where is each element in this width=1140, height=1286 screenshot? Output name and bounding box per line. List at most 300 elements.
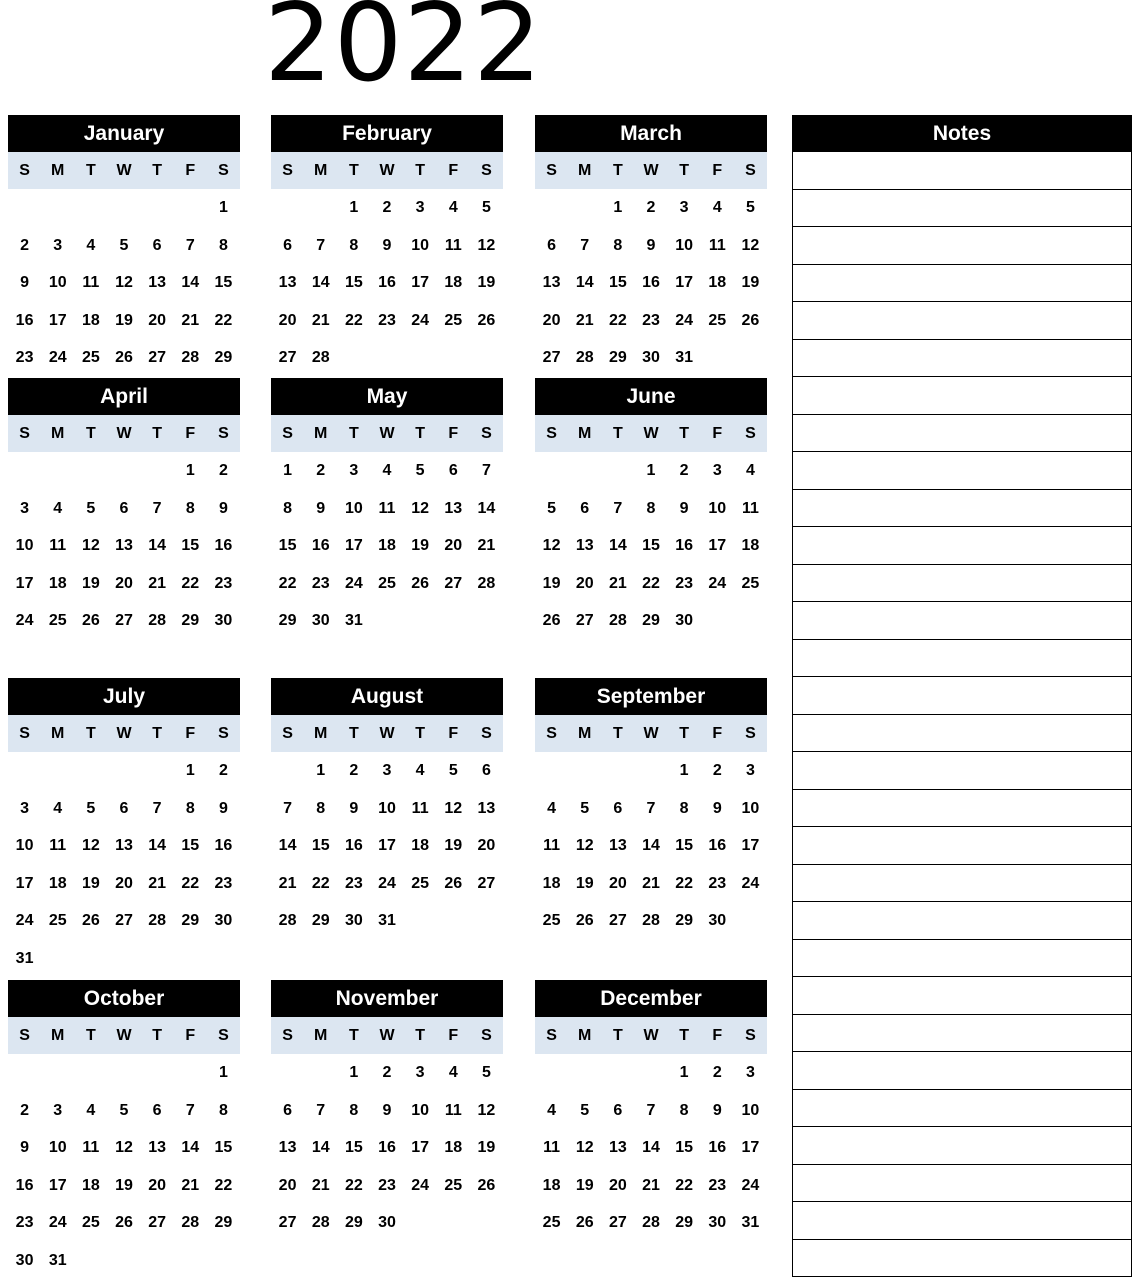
day-cell: 20 [608,1176,627,1194]
day-cell: 22 [181,574,200,592]
day-cell: 24 [344,574,363,592]
day-cell: 29 [214,1214,233,1231]
day-cell: 30 [344,912,363,929]
weekday-row [535,1017,767,1054]
day-cell: 13 [542,274,561,291]
weekday-label: F [185,1027,196,1044]
day-cell: 23 [708,1176,727,1194]
day-cell: 30 [708,912,727,929]
notes-header: Notes [792,115,1132,152]
day-blank [107,752,140,790]
day-cell: 16 [642,274,660,291]
day-cell: 2 [646,199,656,216]
day-cell: 1 [218,199,228,216]
day-cell: 3 [349,462,359,479]
day-cell: 19 [81,574,100,592]
day-cell: 9 [679,499,689,517]
day-cell: 15 [642,537,660,554]
day-cell: 19 [575,1176,594,1194]
weekday-label: W [379,425,395,442]
day-cell: 21 [477,537,496,554]
day-cell: 24 [708,574,727,592]
day-cell: 25 [48,612,67,629]
note-line[interactable] [793,152,1131,189]
day-cell: 17 [741,1139,760,1156]
day-cell: 29 [214,349,233,366]
note-line[interactable] [793,1126,1131,1164]
day-cell: 16 [15,311,34,329]
note-line[interactable] [793,1239,1131,1277]
note-line[interactable] [793,526,1131,564]
day-blank [41,1054,74,1092]
day-cell: 18 [378,537,396,554]
day-cell: 10 [741,799,760,817]
day-cell: 31 [48,1251,67,1269]
weekday-label: W [643,1027,659,1044]
day-cell: 14 [311,1139,330,1156]
month-april [8,378,240,640]
day-cell: 15 [675,1139,694,1156]
day-cell: 4 [745,462,755,479]
note-line[interactable] [793,864,1131,902]
day-cell: 8 [283,499,293,517]
day-cell: 23 [214,874,233,892]
day-cell: 6 [547,236,557,254]
weekday-label: S [546,725,557,742]
day-cell: 20 [477,837,496,854]
day-cell: 11 [82,1139,100,1156]
day-cell: 7 [613,499,623,517]
days-grid [271,752,503,940]
day-cell: 18 [81,311,100,329]
day-blank [601,452,634,490]
day-cell: 17 [411,274,430,291]
day-cell: 27 [115,612,133,629]
day-blank [74,189,107,227]
day-cell: 13 [148,1139,167,1156]
day-cell: 5 [86,799,96,817]
month-october [8,980,240,1279]
day-cell: 14 [181,1139,200,1156]
day-blank [8,189,41,227]
day-cell: 30 [15,1251,34,1269]
day-cell: 16 [344,837,363,854]
weekday-label: T [415,162,426,179]
weekday-label: M [578,162,592,179]
day-cell: 30 [311,612,330,629]
day-cell: 4 [448,1064,458,1081]
weekday-label: W [116,425,132,442]
day-cell: 22 [278,574,297,592]
day-cell: 22 [344,1176,363,1194]
day-cell: 21 [181,1176,200,1194]
day-cell: 21 [575,311,594,329]
note-line[interactable] [793,414,1131,452]
day-cell: 14 [608,537,627,554]
days-grid [8,452,240,640]
day-blank [535,452,568,490]
day-cell: 2 [218,462,228,479]
day-cell: 30 [214,612,233,629]
day-cell: 11 [543,837,561,854]
note-line[interactable] [793,601,1131,639]
day-cell: 14 [148,837,167,854]
weekday-label: T [152,162,163,179]
day-cell: 2 [712,762,722,779]
day-cell: 11 [543,1139,561,1156]
day-cell: 10 [741,1101,760,1119]
day-cell: 30 [214,912,233,929]
day-cell: 22 [311,874,330,892]
weekday-label: T [679,725,690,742]
day-blank [271,189,304,227]
day-cell: 8 [679,1101,689,1119]
day-cell: 5 [547,499,557,517]
day-cell: 28 [642,1214,660,1231]
day-cell: 7 [185,236,195,254]
day-cell: 24 [48,349,67,366]
day-cell: 8 [316,799,326,817]
day-cell: 29 [311,912,330,929]
day-cell: 28 [642,912,660,929]
day-cell: 1 [283,462,293,479]
day-cell: 15 [181,837,200,854]
day-cell: 31 [741,1214,760,1231]
weekday-label: S [745,725,756,742]
day-cell: 6 [580,499,590,517]
day-cell: 10 [675,236,694,254]
day-cell: 2 [382,199,392,216]
day-cell: 8 [349,236,359,254]
day-blank [601,752,634,790]
note-line[interactable] [793,976,1131,1014]
note-line[interactable] [793,939,1131,977]
day-cell: 25 [81,349,100,366]
note-line[interactable] [793,1201,1131,1239]
day-cell: 17 [48,1176,67,1194]
month-february [271,115,503,377]
weekday-label: S [481,1027,492,1044]
note-line[interactable] [793,339,1131,377]
day-cell: 5 [580,799,590,817]
day-cell: 12 [115,274,133,291]
day-blank [107,1054,140,1092]
day-cell: 18 [444,1139,463,1156]
day-cell: 10 [708,499,727,517]
day-blank [568,189,601,227]
day-cell: 4 [86,1101,96,1119]
day-cell: 14 [642,837,660,854]
day-cell: 9 [349,799,359,817]
day-blank [141,452,174,490]
day-cell: 18 [708,274,727,291]
weekday-label: F [448,1027,459,1044]
day-cell: 30 [675,612,694,629]
day-cell: 28 [148,912,167,929]
weekday-label: S [19,162,30,179]
days-grid [535,1054,767,1242]
day-cell: 26 [477,1176,496,1194]
note-line[interactable] [793,489,1131,527]
day-cell: 12 [575,1139,594,1156]
day-cell: 31 [15,949,34,967]
weekday-label: T [152,725,163,742]
day-cell: 15 [214,1139,233,1156]
note-line[interactable] [793,639,1131,677]
note-line[interactable] [793,826,1131,864]
note-line[interactable] [793,301,1131,339]
day-cell: 20 [444,537,463,554]
weekday-label: W [379,725,395,742]
day-cell: 1 [679,762,689,779]
day-cell: 12 [741,236,760,254]
day-cell: 5 [119,1101,129,1119]
day-cell: 17 [15,574,34,592]
days-grid [271,1054,503,1242]
weekday-label: F [712,725,723,742]
weekday-label: S [218,162,229,179]
day-cell: 26 [741,311,760,329]
day-cell: 17 [675,274,694,291]
notes-panel [792,115,1132,1277]
day-cell: 21 [148,874,167,892]
day-cell: 8 [646,499,656,517]
weekday-label: F [185,162,196,179]
note-line[interactable] [793,1014,1131,1052]
day-cell: 14 [278,837,297,854]
weekday-label: S [218,425,229,442]
day-blank [601,1054,634,1092]
day-cell: 18 [542,874,561,892]
day-blank [568,752,601,790]
day-cell: 6 [283,236,293,254]
day-cell: 4 [382,462,392,479]
month-june [535,378,767,640]
day-cell: 25 [444,311,463,329]
day-cell: 25 [708,311,727,329]
note-line[interactable] [793,264,1131,302]
day-cell: 31 [344,612,363,629]
month-august [271,678,503,940]
month-march [535,115,767,377]
day-cell: 10 [15,537,34,554]
weekday-label: S [282,425,293,442]
day-cell: 16 [15,1176,34,1194]
weekday-row [535,715,767,752]
day-cell: 6 [152,236,162,254]
day-blank [141,189,174,227]
day-cell: 21 [608,574,627,592]
day-cell: 18 [48,874,67,892]
day-cell: 20 [278,311,297,329]
day-cell: 15 [608,274,627,291]
day-blank [141,752,174,790]
day-cell: 8 [185,799,195,817]
weekday-label: T [415,725,426,742]
day-blank [174,189,207,227]
day-cell: 2 [20,236,30,254]
day-cell: 16 [708,1139,727,1156]
day-cell: 12 [115,1139,133,1156]
month-header: October [8,980,240,1017]
day-cell: 28 [278,912,297,929]
weekday-row [271,415,503,452]
day-blank [41,189,74,227]
day-cell: 23 [675,574,694,592]
note-line[interactable] [793,751,1131,789]
weekday-label: S [282,1027,293,1044]
weekday-label: W [643,725,659,742]
day-cell: 24 [15,912,34,929]
day-cell: 1 [679,1064,689,1081]
day-cell: 11 [49,837,67,854]
note-line[interactable] [793,901,1131,939]
day-cell: 16 [214,837,233,854]
weekday-label: T [85,725,96,742]
day-cell: 16 [675,537,694,554]
day-cell: 17 [411,1139,430,1156]
day-cell: 9 [20,1139,30,1156]
month-header: January [8,115,240,152]
month-header: September [535,678,767,715]
note-line[interactable] [793,451,1131,489]
day-blank [107,452,140,490]
weekday-label: M [578,1027,592,1044]
day-cell: 17 [741,837,760,854]
note-line[interactable] [793,1089,1131,1127]
weekday-label: M [578,425,592,442]
day-cell: 18 [542,1176,561,1194]
day-cell: 10 [411,236,430,254]
day-cell: 22 [642,574,660,592]
day-cell: 4 [53,499,63,517]
day-cell: 20 [542,311,561,329]
day-cell: 6 [613,799,623,817]
note-line[interactable] [793,564,1131,602]
day-cell: 26 [477,311,496,329]
note-line[interactable] [793,189,1131,227]
day-cell: 16 [214,537,233,554]
day-cell: 26 [81,912,100,929]
weekday-label: W [379,1027,395,1044]
day-cell: 15 [344,1139,363,1156]
note-line[interactable] [793,1164,1131,1202]
day-blank [41,752,74,790]
day-cell: 27 [148,1214,167,1231]
day-cell: 21 [642,1176,660,1194]
day-cell: 19 [115,311,133,329]
day-cell: 23 [708,874,727,892]
day-cell: 20 [115,574,133,592]
day-cell: 16 [708,837,727,854]
note-line[interactable] [793,714,1131,752]
day-cell: 12 [411,499,430,517]
note-line[interactable] [793,789,1131,827]
day-cell: 9 [382,1101,392,1119]
weekday-label: M [51,725,65,742]
day-cell: 20 [278,1176,297,1194]
weekday-label: F [712,162,723,179]
day-cell: 29 [642,612,660,629]
day-cell: 18 [411,837,430,854]
day-cell: 2 [20,1101,30,1119]
day-cell: 10 [48,274,67,291]
day-cell: 21 [278,874,297,892]
day-cell: 10 [15,837,34,854]
day-cell: 6 [283,1101,293,1119]
day-cell: 13 [608,1139,627,1156]
day-blank [74,452,107,490]
day-cell: 4 [448,199,458,216]
weekday-label: F [448,162,459,179]
day-blank [568,1054,601,1092]
day-cell: 4 [547,1101,557,1119]
day-cell: 6 [119,499,129,517]
day-cell: 28 [311,349,330,366]
day-cell: 4 [415,762,425,779]
day-cell: 9 [646,236,656,254]
weekday-label: S [218,725,229,742]
day-cell: 12 [81,537,100,554]
day-cell: 14 [311,274,330,291]
day-cell: 12 [81,837,100,854]
weekday-label: T [348,425,359,442]
day-cell: 28 [181,349,200,366]
day-blank [8,752,41,790]
note-line[interactable] [793,226,1131,264]
day-cell: 27 [444,574,463,592]
day-cell: 23 [15,1214,34,1231]
day-cell: 10 [344,499,363,517]
day-cell: 15 [278,537,297,554]
day-cell: 28 [311,1214,330,1231]
weekday-label: T [679,425,690,442]
day-cell: 31 [675,349,694,366]
weekday-label: T [612,725,623,742]
day-cell: 15 [311,837,330,854]
day-cell: 26 [444,874,463,892]
day-cell: 3 [415,199,425,216]
day-cell: 24 [675,311,694,329]
weekday-label: M [51,425,65,442]
weekday-row [8,1017,240,1054]
weekday-label: T [415,425,426,442]
weekday-label: W [643,425,659,442]
day-cell: 1 [185,462,195,479]
day-cell: 19 [81,874,100,892]
weekday-label: T [415,1027,426,1044]
day-cell: 6 [448,462,458,479]
day-cell: 16 [311,537,330,554]
days-grid [8,752,240,977]
day-cell: 1 [218,1064,228,1081]
weekday-label: T [348,725,359,742]
day-cell: 25 [444,1176,463,1194]
day-cell: 26 [411,574,430,592]
day-cell: 23 [642,311,660,329]
day-cell: 22 [608,311,627,329]
note-line[interactable] [793,676,1131,714]
day-cell: 9 [218,499,228,517]
day-cell: 24 [741,1176,760,1194]
note-line[interactable] [793,376,1131,414]
day-cell: 25 [542,912,561,929]
day-cell: 2 [382,1064,392,1081]
day-cell: 28 [575,349,594,366]
note-line[interactable] [793,1051,1131,1089]
weekday-label: W [116,725,132,742]
day-cell: 7 [185,1101,195,1119]
